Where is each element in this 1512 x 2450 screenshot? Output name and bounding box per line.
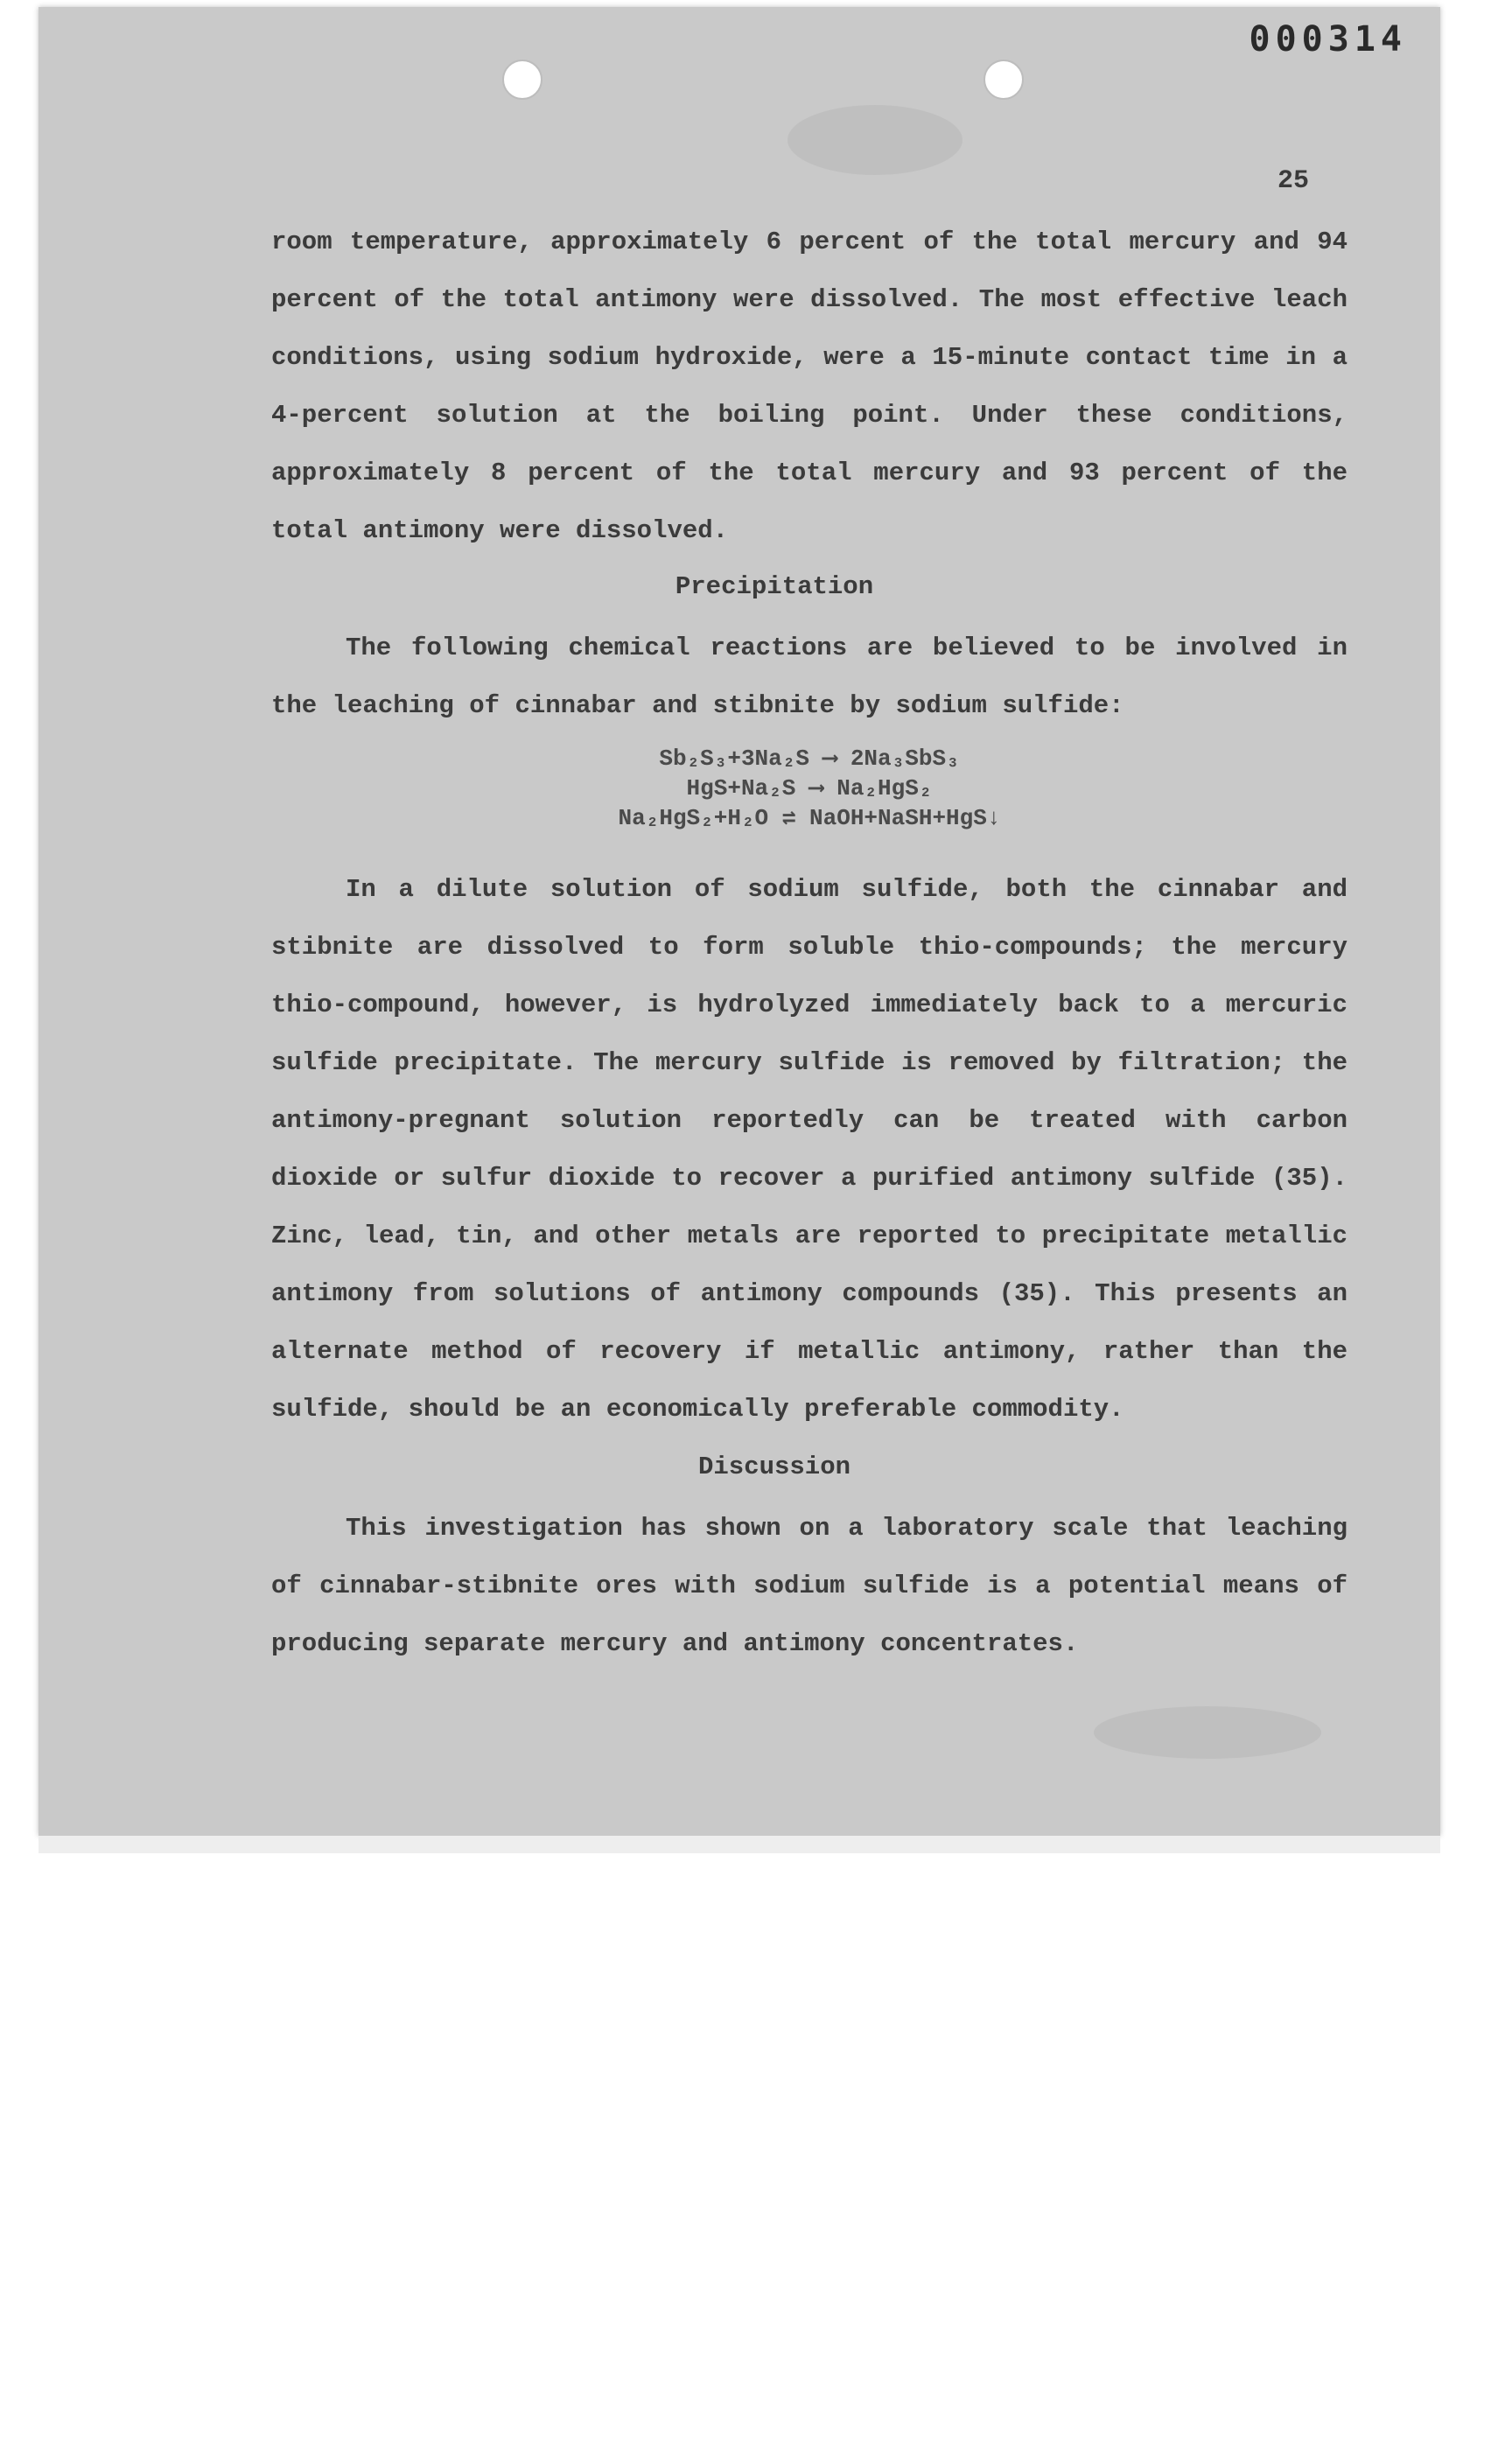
- paragraph-reactions-intro: The following chemical reactions are believed to be involved in the leaching of cinnabar and stibnite by sodium sulfide:: [271, 634, 1348, 720]
- page-number: 25: [1278, 166, 1310, 196]
- heading-precipitation: Precipitation: [675, 572, 874, 601]
- chemical-equations: [271, 744, 1348, 833]
- punch-hole-right: [984, 60, 1024, 100]
- page-bottom-edge: [38, 1836, 1440, 1853]
- paper-smudge: [1094, 1706, 1321, 1759]
- equation-cinnabar: HgS+Na₂S ⟶ Na₂HgS₂: [686, 775, 933, 802]
- equation-hydrolysis: Na₂HgS₂+H₂O ⇌ NaOH+NaSH+HgS↓: [618, 805, 1001, 831]
- document-number: 000314: [1249, 19, 1407, 60]
- paragraph-precipitation: In a dilute solution of sodium sulfide, both the cinnabar and stibnite are dissolved to form soluble thio-compounds; the mercury thio-compound, however, is hydrolyzed immediately back to a mercuric sulfide precipitate. The mercury sulfide is removed by filtration; the antimony-pregnant solution reportedly can be treated with carbon dioxide or sulfur dioxide to recover a purified antimony sulfide (35). Zinc, lead, tin, and other metals are reported to precipitate metallic antimony from solutions of antimony compounds (35). This presents an alternate method of recovery if metallic antimony, rather than the sulfide, should be an economically preferable commodity.: [271, 875, 1348, 1424]
- paper-smudge: [788, 105, 962, 175]
- punch-hole-left: [502, 60, 542, 100]
- equation-stibnite: Sb₂S₃+3Na₂S ⟶ 2Na₃SbS₃: [659, 746, 960, 772]
- heading-discussion: Discussion: [697, 1452, 851, 1481]
- paragraph-leach-results: room temperature, approximately 6 percent of the total mercury and 94 percent of the total antimony were dissolved. The most effective leach conditions, using sodium hydroxide, were a 15-minute contact time in a 4-percent solution at the boiling point. Under these conditions, approximately 8 percent of the total mercury and 93 percent of the total antimony were dissolved.: [271, 228, 1348, 545]
- paragraph-discussion: This investigation has shown on a laboratory scale that leaching of cinnabar-stibnite ores with sodium sulfide is a potential means of producing separate mercury and antimony concentrates.: [271, 1514, 1348, 1658]
